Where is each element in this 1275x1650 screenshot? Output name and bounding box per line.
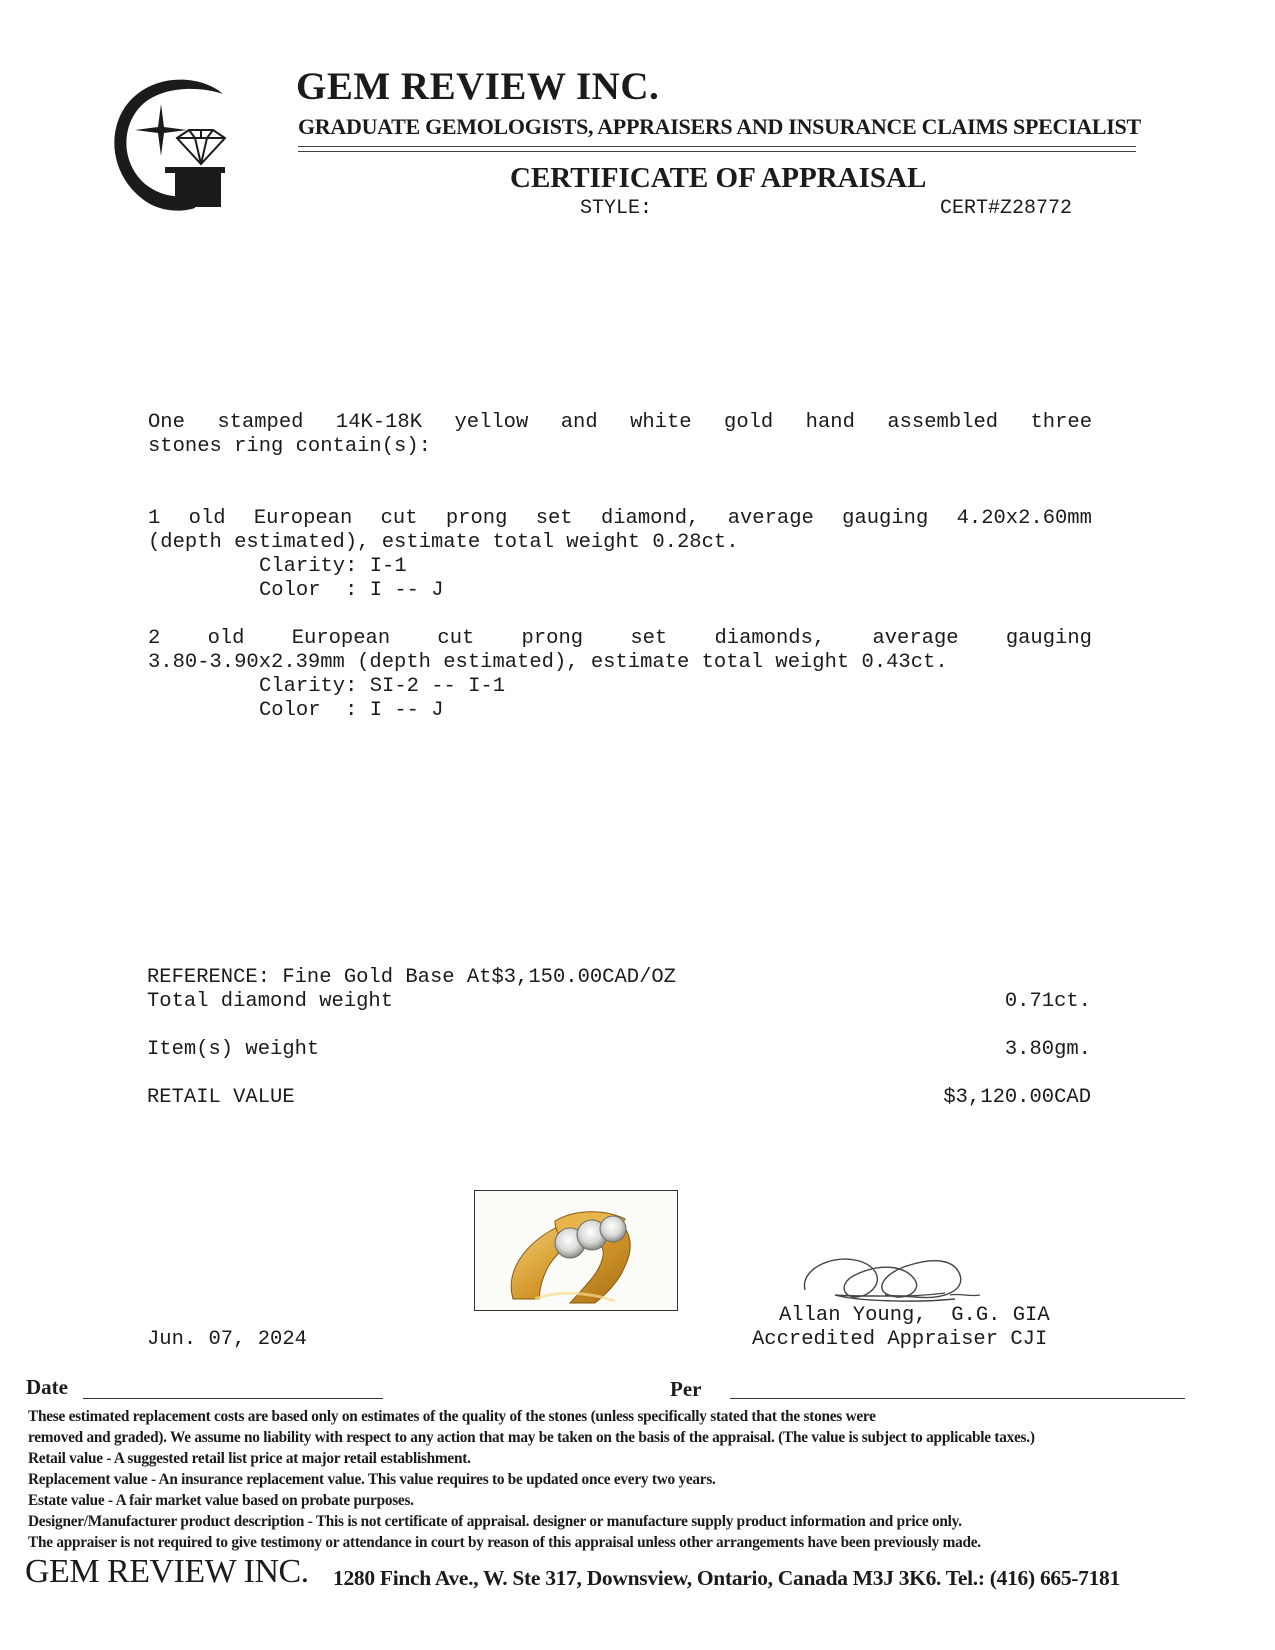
intro-line-2: stones ring contain(s):	[148, 435, 431, 458]
per-label: Per	[670, 1377, 702, 1401]
disclaimer-line: Designer/Manufacturer product description - This is not certificate of appraisal. designer or manufacture supply product information and price only.	[28, 1513, 962, 1530]
item-weight-row	[147, 1038, 1091, 1061]
item2-color: Color : I -- J	[259, 699, 444, 722]
word: average	[727, 507, 814, 530]
disclaimer-line: Estate value - A fair market value based on probate purposes.	[28, 1492, 414, 1509]
word: 2	[148, 627, 161, 650]
item-weight-value: 3.80gm.	[1004, 1038, 1091, 1061]
item1-line-2: (depth estimated), estimate total weight 0.28ct.	[148, 531, 739, 554]
word: assembled	[887, 411, 999, 434]
disclaimer-line: Retail value - A suggested retail list price at major retail establishment.	[28, 1450, 471, 1467]
word: set	[630, 627, 668, 650]
word: 14K-18K	[335, 411, 423, 434]
per-signature-line	[730, 1398, 1185, 1399]
appraiser-name: Allan Young, G.G. GIA	[779, 1304, 1050, 1327]
word: cut	[380, 507, 418, 530]
appraisal-date: Jun. 07, 2024	[147, 1328, 307, 1351]
item1-color: Color : I -- J	[259, 579, 444, 602]
item-weight-label: Item(s) weight	[147, 1038, 320, 1061]
word: prong	[445, 507, 508, 530]
total-diamond-row	[147, 990, 1091, 1013]
retail-value: $3,120.00CAD	[943, 1086, 1091, 1109]
word: European	[291, 627, 391, 650]
word: gold	[724, 411, 774, 434]
header-rule	[298, 146, 1136, 147]
word: One	[148, 411, 185, 434]
intro-line-1	[148, 411, 1092, 434]
total-diamond-value: 0.71ct.	[1004, 990, 1091, 1013]
item2-clarity: Clarity: SI-2 -- I-1	[259, 675, 506, 698]
certificate-title: CERTIFICATE OF APPRAISAL	[510, 162, 927, 194]
word: diamond,	[600, 507, 700, 530]
retail-row	[147, 1086, 1091, 1109]
company-tagline: GRADUATE GEMOLOGISTS, APPRAISERS AND INSURANCE CLAIMS SPECIALIST	[298, 114, 1141, 139]
footer-address: 1280 Finch Ave., W. Ste 317, Downsview, Ontario, Canada M3J 3K6. Tel.: (416) 665-7181	[333, 1566, 1120, 1590]
disclaimer-line: removed and graded). We assume no liability with respect to any action that may be taken on the basis of the appraisal. (The value is subject to applicable taxes.)	[28, 1429, 1035, 1446]
item1-line-1	[148, 507, 1092, 530]
company-logo	[105, 72, 245, 212]
word: stamped	[217, 411, 304, 434]
reference-line: REFERENCE: Fine Gold Base At$3,150.00CAD/OZ	[147, 966, 676, 989]
item2-line-2: 3.80-3.90x2.39mm (depth estimated), estimate total weight 0.43ct.	[148, 651, 948, 674]
word: 1	[148, 507, 161, 530]
style-label: STYLE:	[580, 197, 653, 220]
disclaimer-line: Replacement value - An insurance replacement value. This value requires to be updated once every two years.	[28, 1471, 716, 1488]
word: and	[560, 411, 598, 434]
word: prong	[521, 627, 584, 650]
word: hand	[805, 411, 855, 434]
item2-line-1	[148, 627, 1092, 650]
retail-label: RETAIL VALUE	[147, 1086, 295, 1109]
sparkle-icon	[135, 104, 187, 156]
ring-photo	[474, 1190, 678, 1311]
word: average	[872, 627, 959, 650]
header-rule	[298, 151, 1136, 152]
footer-company-name: GEM REVIEW INC.	[25, 1553, 309, 1590]
cert-number: CERT#Z28772	[940, 197, 1073, 220]
word: yellow	[454, 411, 529, 434]
item1-clarity: Clarity: I-1	[259, 555, 407, 578]
word: gauging	[1005, 627, 1092, 650]
company-name: GEM REVIEW INC.	[296, 65, 660, 108]
word: gauging	[842, 507, 929, 530]
disclaimer-line: The appraiser is not required to give testimony or attendance in court by reason of this appraisal unless other arrangements have been previously made.	[28, 1534, 981, 1551]
word: 4.20x2.60mm	[956, 507, 1092, 530]
word: diamonds,	[714, 627, 826, 650]
disclaimer-line: These estimated replacement costs are based only on estimates of the quality of the stones (unless specifically stated that the stones were	[28, 1408, 876, 1425]
ring-illustration	[475, 1191, 677, 1310]
word: three	[1030, 411, 1092, 434]
appraiser-signature	[795, 1235, 995, 1315]
diamond-icon	[177, 130, 225, 164]
word: cut	[437, 627, 475, 650]
total-diamond-label: Total diamond weight	[147, 990, 394, 1013]
word: old	[207, 627, 245, 650]
appraiser-credential: Accredited Appraiser CJI	[752, 1328, 1048, 1351]
date-signature-line	[83, 1398, 383, 1399]
word: set	[535, 507, 573, 530]
date-label: Date	[26, 1375, 68, 1399]
word: European	[253, 507, 353, 530]
word: white	[630, 411, 692, 434]
word: old	[188, 507, 226, 530]
